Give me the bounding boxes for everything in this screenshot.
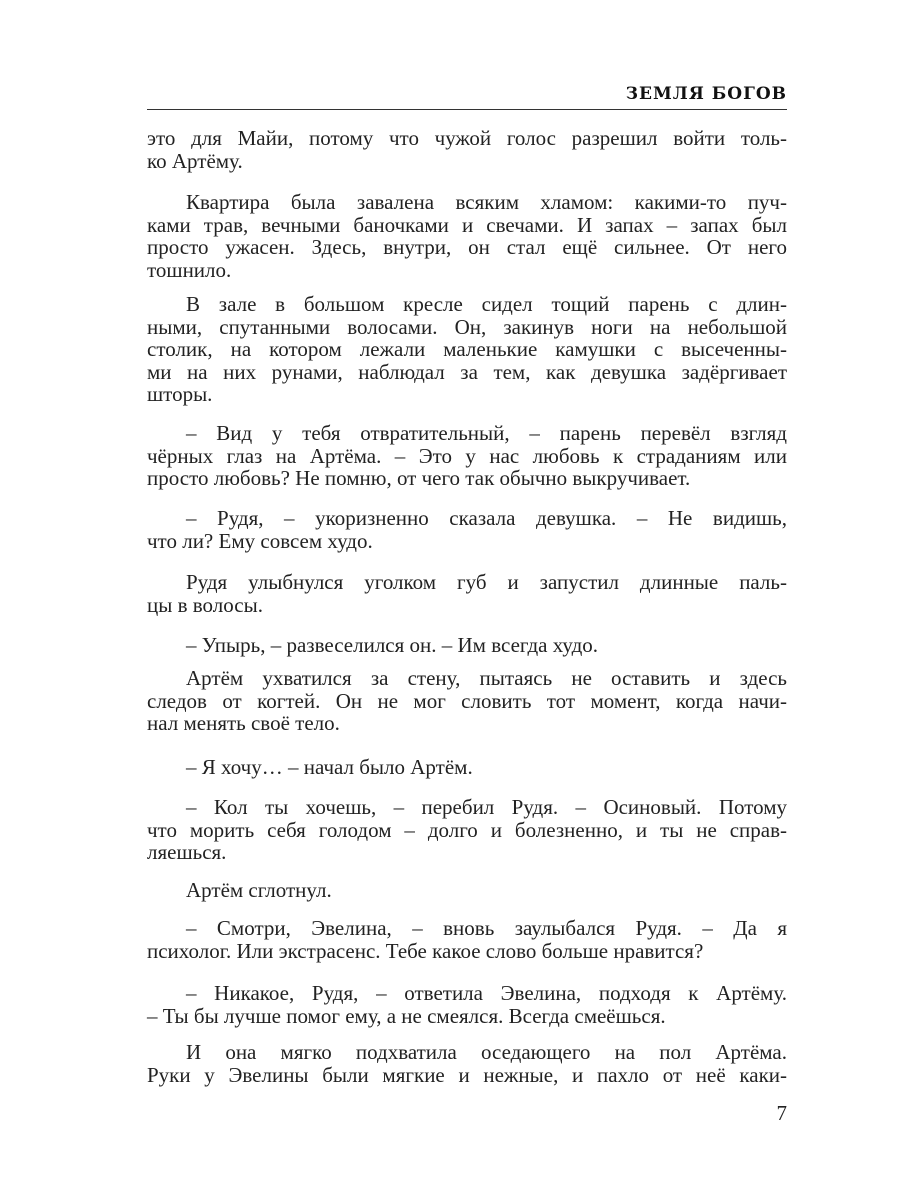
text-line: просто любовь? Не помню, от чего так обычно выкручивает. bbox=[147, 466, 691, 490]
paragraph bbox=[147, 917, 787, 962]
paragraph bbox=[147, 507, 787, 552]
paragraph bbox=[147, 422, 787, 490]
text-line: тошнило. bbox=[147, 257, 232, 282]
text-line: – Упырь, – развеселился он. – Им всегда худо. bbox=[186, 633, 599, 657]
text-line: цы в волосы. bbox=[147, 592, 263, 617]
text-line: ляешься. bbox=[147, 840, 227, 864]
text-line: В зале в большом кресле сидел тощий парень с длин- bbox=[186, 292, 787, 316]
text-line: столик, на котором лежали маленькие камушки с высеченны- bbox=[147, 337, 787, 361]
text-line: – Никакое, Рудя, – ответила Эвелина, подходя к Артёму. bbox=[186, 981, 787, 1005]
paragraph bbox=[147, 293, 787, 406]
text-line: ми на них рунами, наблюдал за тем, как девушка задёргивает bbox=[147, 359, 787, 384]
text-line: психолог. Или экстрасенс. Тебе какое слово больше нравится? bbox=[147, 938, 704, 963]
paragraph bbox=[147, 634, 787, 657]
text-line: просто ужасен. Здесь, внутри, он стал ещё сильнее. От него bbox=[147, 235, 787, 259]
running-head: ЗЕМЛЯ БОГОВ bbox=[625, 84, 787, 104]
text-line: это для Майи, потому что чужой голос разрешил войти толь- bbox=[147, 126, 787, 150]
text-line: – Рудя, – укоризненно сказала девушка. – Не видишь, bbox=[186, 506, 787, 530]
text-line: Рудя улыбнулся уголком губ и запустил длинные паль- bbox=[186, 570, 787, 594]
text-line: – Кол ты хочешь, – перебил Рудя. – Осиновый. Потому bbox=[186, 795, 787, 819]
paragraph bbox=[147, 127, 787, 172]
text-line: И она мягко подхватила оседающего на пол Артёма. bbox=[186, 1040, 787, 1064]
text-line: что ли? Ему совсем худо. bbox=[147, 528, 373, 553]
text-line: – Смотри, Эвелина, – вновь заулыбался Рудя. – Да я bbox=[186, 916, 787, 940]
text-line: – Я хочу… – начал было Артём. bbox=[186, 755, 473, 779]
paragraph bbox=[147, 1041, 787, 1086]
text-line: ко Артёму. bbox=[147, 148, 243, 173]
paragraph bbox=[147, 571, 787, 616]
text-line: чёрных глаз на Артёма. – Это у нас любовь к страданиям или bbox=[147, 443, 787, 468]
text-line: Квартира была завалена всяким хламом: какими-то пуч- bbox=[186, 190, 787, 214]
paragraph bbox=[147, 879, 787, 902]
text-line: – Вид у тебя отвратительный, – парень перевёл взгляд bbox=[186, 421, 787, 445]
text-line: что морить себя голодом – долго и болезненно, и ты не справ- bbox=[147, 817, 787, 842]
page-number: 7 bbox=[776, 1101, 787, 1125]
text-line: Руки у Эвелины были мягкие и нежные, и пахло от неё каки- bbox=[147, 1062, 787, 1087]
paragraph bbox=[147, 796, 787, 864]
paragraph bbox=[147, 756, 787, 779]
header-rule bbox=[147, 109, 787, 110]
text-line: Артём ухватился за стену, пытаясь не оставить и здесь bbox=[186, 666, 787, 690]
paragraph bbox=[147, 191, 787, 281]
text-line: ками трав, вечными баночками и свечами. И запах – запах был bbox=[147, 212, 787, 237]
text-line: нал менять своё тело. bbox=[147, 711, 340, 735]
text-line: – Ты бы лучше помог ему, а не смеялся. Всегда смеёшься. bbox=[147, 1003, 666, 1028]
text-line: шторы. bbox=[147, 382, 213, 406]
paragraph bbox=[147, 667, 787, 735]
text-line: ными, спутанными волосами. Он, закинув ноги на небольшой bbox=[147, 314, 787, 339]
paragraph bbox=[147, 982, 787, 1027]
text-line: следов от когтей. Он не мог словить тот момент, когда начи- bbox=[147, 688, 787, 713]
text-line: Артём сглотнул. bbox=[186, 878, 332, 902]
